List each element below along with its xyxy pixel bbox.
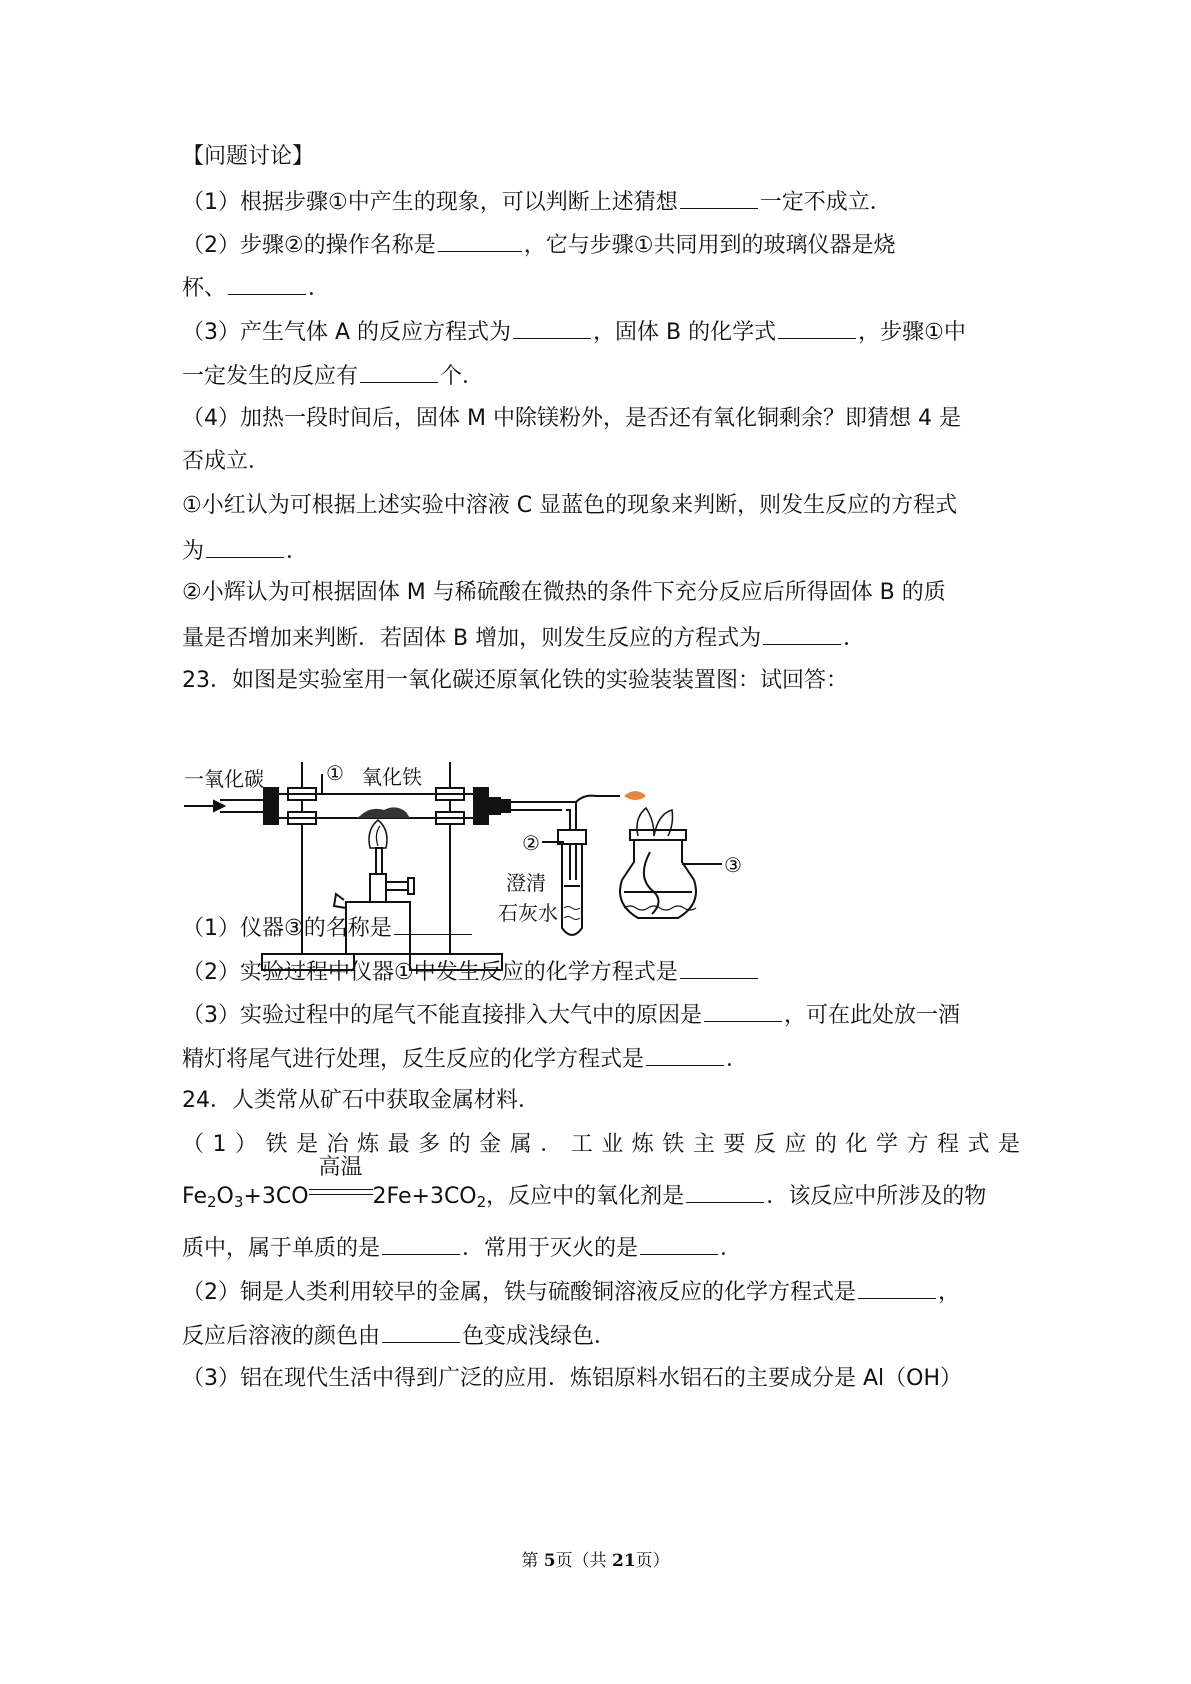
label-instrument-2: ② — [522, 831, 540, 855]
label-instrument-3: ③ — [724, 853, 742, 877]
section-header: 【问题讨论】 — [182, 144, 315, 169]
answer-blank[interactable] — [646, 1043, 724, 1066]
answer-blank[interactable] — [513, 316, 591, 339]
answer-blank[interactable] — [360, 360, 438, 383]
answer-blank[interactable] — [763, 622, 841, 645]
answer-blank[interactable] — [206, 535, 284, 558]
answer-blank[interactable] — [704, 999, 782, 1022]
q23-part3-line1: （3）实验过程中的尾气不能直接排入大气中的原因是 ，可在此处放一酒 — [182, 999, 1020, 1031]
q22-part3-line1: （3）产生气体 A 的反应方程式为 ，固体 B 的化学式 ，步骤①中 — [182, 316, 1020, 348]
page-footer: 第 5页（共 21页） — [521, 1551, 670, 1571]
q24-part1-equation-line: $Fe_2O_3+3CO$ 高温 $2Fe+3CO_2$，反应中的氧化剂是 ．该反应中所涉及的物 — [182, 1155, 987, 1211]
page-number: 5 — [543, 1551, 556, 1571]
q22-part5-line1: ①小红认为可根据上述实验中溶液 C 显蓝色的现象来判断，则发生反应的方程式 — [182, 493, 958, 518]
label-carbon-monoxide: 一氧化碳 — [184, 767, 264, 791]
q23-part1: （1）仪器③的名称是 — [182, 912, 1020, 944]
q22-part4-line2: 否成立． — [182, 449, 271, 474]
label-instrument-1: ① — [326, 761, 344, 785]
answer-blank[interactable] — [394, 912, 472, 935]
answer-blank[interactable] — [382, 1232, 460, 1255]
label-limewater-line2: 石灰水 — [498, 901, 558, 925]
q24-part3: （3）铝在现代生活中得到广泛的应用．炼铝原料水铝石的主要成分是 Al（OH） — [182, 1366, 963, 1391]
answer-blank[interactable] — [778, 316, 856, 339]
q23-part2: （2）实验过程中仪器①中发生反应的化学方程式是 — [182, 956, 1020, 988]
q23-title: 23．如图是实验室用一氧化碳还原氧化铁的实验装装置图：试回答： — [182, 668, 848, 693]
q24-title: 24．人类常从矿石中获取金属材料． — [182, 1088, 540, 1113]
q24-part2-line2: 反应后溶液的颜色由 色变成浅绿色． — [182, 1320, 1020, 1352]
q22-part6-line1: ②小辉认为可根据固体 M 与稀硫酸在微热的条件下充分反应后所得固体 B 的质 — [182, 580, 946, 605]
q22-part5-line2: 为 ． — [182, 535, 1020, 567]
label-limewater-line1: 澄清 — [506, 871, 546, 895]
answer-blank[interactable] — [858, 1276, 936, 1299]
answer-blank[interactable] — [228, 272, 306, 295]
q22-part2-line1: （2）步骤②的操作名称是 ，它与步骤①共同用到的玻璃仪器是烧 — [182, 229, 1020, 261]
reaction-condition-arrow: 高温 — [309, 1181, 373, 1203]
page-total: 21 — [611, 1551, 636, 1571]
q22-part3-line2: 一定发生的反应有 个． — [182, 360, 1020, 392]
label-iron-oxide: 氧化铁 — [362, 765, 422, 789]
answer-blank[interactable] — [686, 1180, 764, 1203]
q24-part2-line1: （2）铜是人类利用较早的金属，铁与硫酸铜溶液反应的化学方程式是 ， — [182, 1276, 1020, 1308]
answer-blank[interactable] — [382, 1320, 460, 1343]
formula-fe2o3: $Fe_2O_3$ — [182, 1184, 244, 1211]
answer-blank[interactable] — [680, 186, 758, 209]
q22-part4-line1: （4）加热一段时间后，固体 M 中除镁粉外，是否还有氧化铜剩余？即猜想 4 是 — [182, 406, 961, 431]
q24-part1-line1: （1）铁是冶炼最多的金属．工业炼铁主要反应的化学方程式是 — [182, 1132, 1020, 1157]
answer-blank[interactable] — [680, 956, 758, 979]
q24-part1-line3: 质中，属于单质的是 ．常用于灭火的是 ． — [182, 1232, 1020, 1264]
answer-blank[interactable] — [438, 229, 522, 252]
answer-blank[interactable] — [640, 1232, 718, 1255]
q22-part1: （1）根据步骤①中产生的现象，可以判断上述猜想 一定不成立． — [182, 186, 1020, 218]
q22-part6-line2: 量是否增加来判断．若固体 B 增加，则发生反应的方程式为 ． — [182, 622, 1020, 654]
q23-part3-line2: 精灯将尾气进行处理，反生反应的化学方程式是 ． — [182, 1043, 1020, 1075]
q22-part2-line2: 杯、 ． — [182, 272, 1020, 304]
